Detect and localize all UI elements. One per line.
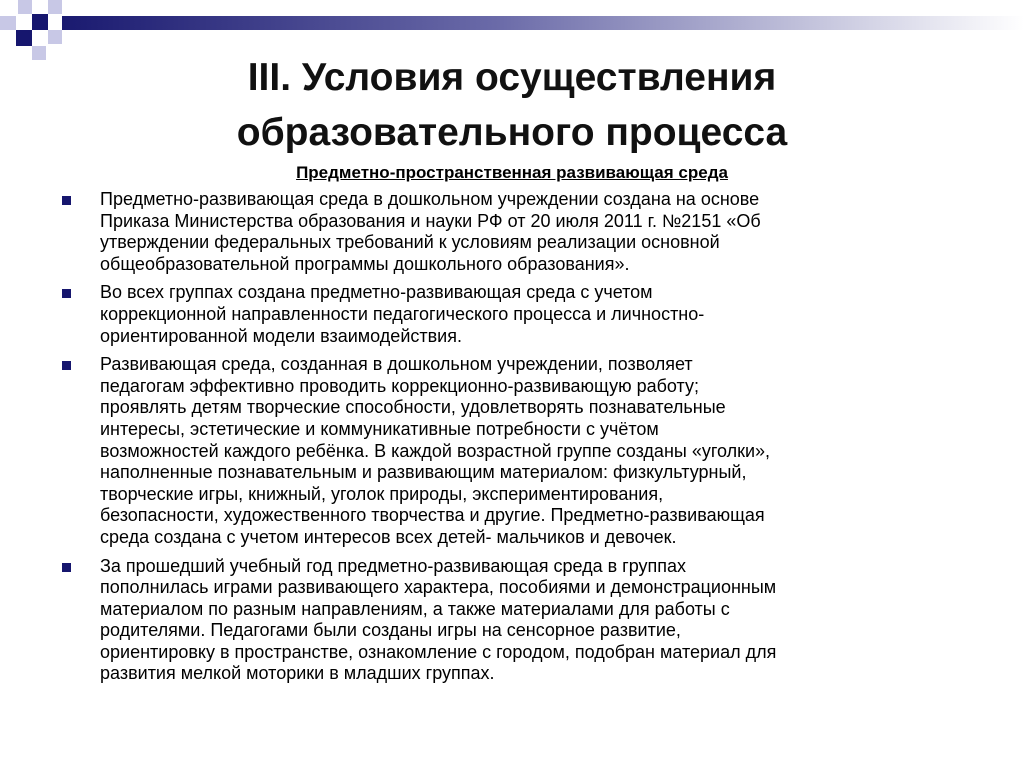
- bullet-item-3: [56, 354, 976, 548]
- bullet-list: [56, 189, 976, 692]
- bullet-1-line-3: утверждении федеральных требований к условиям реализации основной: [100, 232, 720, 253]
- bullet-2-line-3: ориентированной модели взаимодействия.: [100, 325, 462, 346]
- bullet-1-line-4: общеобразовательной программы дошкольного образования».: [100, 253, 630, 274]
- bullet-1-line-1: Предметно-развивающая среда в дошкольном учреждении создана на основе: [100, 189, 760, 209]
- bullet-2-line-2: коррекционной направленности педагогического процесса и личностно-: [100, 303, 705, 324]
- decor-square-4: [16, 30, 32, 46]
- square-bullet-icon: [62, 563, 71, 572]
- bullet-3-line-1: Развивающая среда, созданная в дошкольном учреждении, позволяет: [100, 354, 693, 375]
- bullet-3-line-6: наполненные познавательным и развивающим материалом: физкультурный,: [100, 462, 747, 483]
- bullet-3-line-9: среда создана с учетом интересов всех детей- мальчиков и девочек.: [100, 526, 677, 547]
- bullet-3-line-7: творческие игры, книжный, уголок природы, экспериментирования,: [100, 483, 664, 504]
- bullet-text-1: [100, 189, 970, 275]
- decor-square-1: [18, 0, 32, 14]
- bullet-4-line-3: материалом по разным направлениям, а также материалами для работы с: [100, 598, 730, 619]
- bullet-4-line-5: ориентировку в пространстве, ознакомление с городом, подобран материал для: [100, 641, 777, 662]
- slide-title: [0, 50, 1024, 160]
- bullet-3-line-3: проявлять детям творческие способности, удовлетворять познавательные: [100, 397, 726, 418]
- bullet-4-line-2: пополнилась играми развивающего характера, пособиями и демонстрационным: [100, 577, 777, 598]
- header-gradient-bar: [62, 16, 1024, 30]
- bullet-item-1: [56, 189, 976, 275]
- bullet-text-3: [100, 354, 970, 548]
- slide-title-line-2: образовательного процесса: [236, 111, 788, 154]
- square-bullet-icon: [62, 196, 71, 205]
- bullet-4-line-4: родителями. Педагогами были созданы игры на сенсорное развитие,: [100, 620, 681, 641]
- bullet-item-2: [56, 282, 976, 347]
- bullet-4-line-1: За прошедший учебный год предметно-развивающая среда в группах: [100, 555, 687, 576]
- bullet-3-line-2: педагогам эффективно проводить коррекционно-развивающую работу;: [100, 375, 699, 396]
- decor-square-7: [0, 16, 16, 30]
- bullet-3-line-5: возможностей каждого ребёнка. В каждой возрастной группе созданы «уголки»,: [100, 440, 771, 461]
- bullet-1-line-2: Приказа Министерства образования и науки РФ от 20 июля 2011 г. №2151 «Об: [100, 210, 761, 231]
- decor-square-5: [48, 30, 62, 44]
- bullet-text-4: [100, 556, 970, 686]
- bullet-3-line-4: интересы, эстетические и коммуникативные потребности с учётом: [100, 418, 659, 439]
- slide-title-line-1: III. Условия осуществления: [247, 56, 777, 99]
- bullet-item-4: [56, 556, 976, 686]
- slide-subtitle: Предметно-пространственная развивающая среда: [296, 163, 728, 182]
- square-bullet-icon: [62, 289, 71, 298]
- square-bullet-icon: [62, 361, 71, 370]
- bullet-4-line-6: развития мелкой моторики в младших группах.: [100, 663, 495, 684]
- decor-square-3: [32, 14, 48, 30]
- bullet-3-line-8: безопасности, художественного творчества и другие. Предметно-развивающая: [100, 505, 765, 526]
- decor-square-2: [48, 0, 62, 14]
- bullet-text-2: [100, 282, 970, 347]
- bullet-2-line-1: Во всех группах создана предметно-развивающая среда с учетом: [100, 282, 653, 303]
